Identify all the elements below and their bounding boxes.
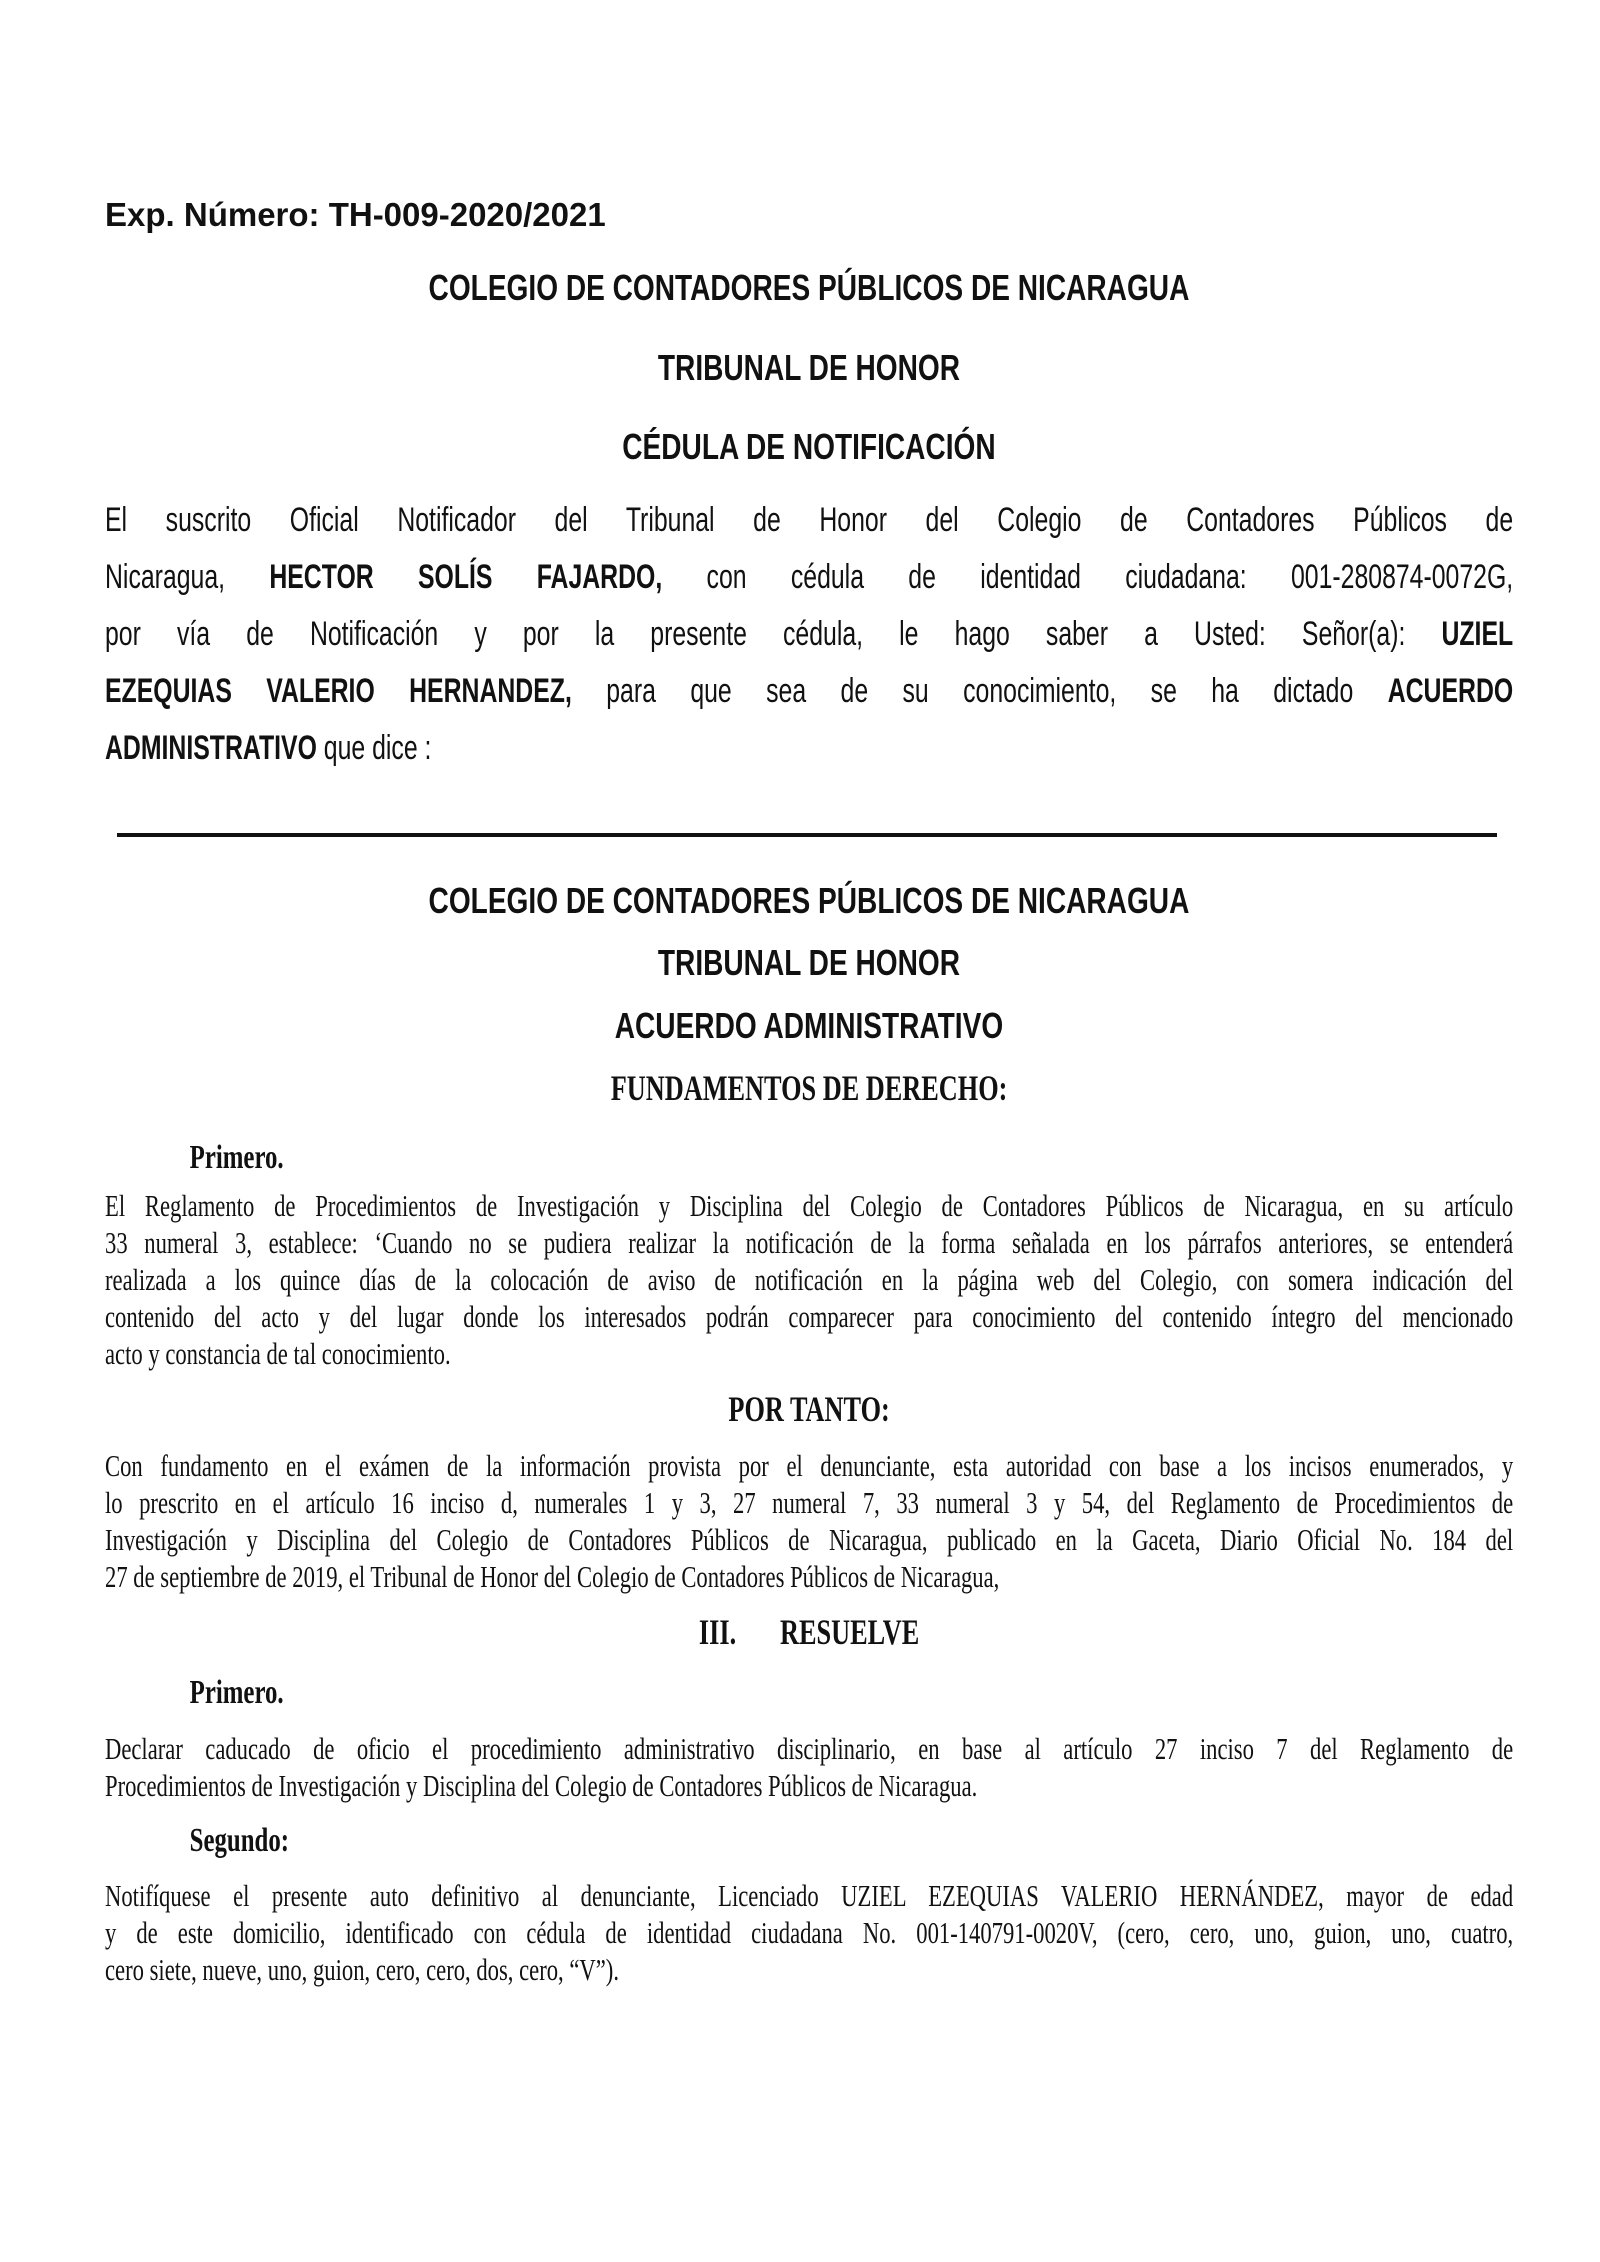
- intro-paragraph: [105, 492, 1513, 777]
- paragraph-line: realizada a los quince días de la colocación de aviso de notificación en la página web del Colegio, con somera indicación del: [105, 1262, 1514, 1297]
- paragraph-line: Con fundamento en el exámen de la información provista por el denunciante, esta autoridad con base a los incisos enumerados, y: [105, 1448, 1514, 1483]
- paragraph-line: y de este domicilio, identificado con cédula de identidad ciudadana No. 001-140791-0020V, (cero, cero, uno, guion, uno, cuatro,: [105, 1915, 1514, 1950]
- intro-text: por vía de Notificación y por la presente cédula, le hago saber a Usted: Señor(a):: [105, 615, 1442, 653]
- paragraph-line: lo prescrito en el artículo 16 inciso d, numerales 1 y 3, 27 numeral 7, 33 numeral 3 y 54, del Reglamento de Procedimientos de: [105, 1485, 1514, 1520]
- intro-text: con cédula de identidad ciudadana: 001-280874-0072G,: [706, 558, 1514, 596]
- resuelve-heading: [105, 1612, 1513, 1652]
- section-label-segundo: Segundo:: [189, 1822, 290, 1859]
- fundamentos-heading: FUNDAMENTOS DE DERECHO:: [610, 1068, 1008, 1108]
- intro-text: que dice :: [323, 729, 432, 767]
- intro-text: Nicaragua,: [105, 558, 270, 596]
- resuelve-word: RESUELVE: [779, 1612, 920, 1652]
- intro-line: [105, 720, 1513, 777]
- paragraph-line: Declarar caducado de oficio el procedimiento administrativo disciplinario, en base al artículo 27 inciso 7 del Reglamento de: [105, 1731, 1514, 1766]
- intro-line: [105, 549, 1513, 606]
- paragraph-line: 27 de septiembre de 2019, el Tribunal de Honor del Colegio de Contadores Públicos de Nicaragua,: [105, 1559, 1000, 1594]
- intro-text: El suscrito Oficial Notificador del Tribunal de Honor del Colegio de Contadores Públicos de: [105, 501, 1514, 539]
- por-tanto-paragraph: [105, 1447, 1513, 1595]
- org-name-heading: COLEGIO DE CONTADORES PÚBLICOS DE NICARAGUA: [428, 880, 1190, 921]
- notifier-name: HECTOR SOLÍS FAJARDO,: [269, 558, 707, 596]
- paragraph-line: contenido del acto y del lugar donde los interesados podrán comparecer para conocimiento del contenido íntegro del mencionado: [105, 1299, 1514, 1334]
- acuerdo-title: ACUERDO ADMINISTRATIVO: [614, 1005, 1004, 1046]
- intro-text: para que sea de su conocimiento, se ha dictado: [606, 672, 1388, 710]
- paragraph-line: Procedimientos de Investigación y Disciplina del Colegio de Contadores Públicos de Nicaragua.: [105, 1768, 978, 1803]
- paragraph-line: cero siete, nueve, uno, guion, cero, cero, dos, cero, “V”).: [105, 1952, 619, 1987]
- paragraph-line: El Reglamento de Procedimientos de Investigación y Disciplina del Colegio de Contadores Públicos de Nicaragua, en su artículo: [105, 1188, 1514, 1223]
- resolutivo-primero-paragraph: [105, 1730, 1513, 1804]
- acuerdo-ref: ADMINISTRATIVO: [105, 729, 324, 767]
- section-label-primero-resolutivo: Primero.: [189, 1674, 284, 1711]
- addressee-name: EZEQUIAS VALERIO HERNANDEZ,: [105, 672, 607, 710]
- acuerdo-ref: ACUERDO: [1387, 672, 1514, 710]
- tribunal-heading: TRIBUNAL DE HONOR: [657, 347, 961, 388]
- intro-line: [105, 606, 1513, 663]
- paragraph-line: Notifíquese el presente auto definitivo al denunciante, Licenciado UZIEL EZEQUIAS VALERIO HERNÁNDEZ, mayor de edad: [105, 1878, 1514, 1913]
- org-name-heading: COLEGIO DE CONTADORES PÚBLICOS DE NICARAGUA: [428, 267, 1190, 308]
- addressee-name: UZIEL: [1441, 615, 1514, 653]
- resolutivo-segundo-paragraph: [105, 1877, 1513, 1988]
- cedula-title: CÉDULA DE NOTIFICACIÓN: [622, 426, 996, 467]
- fundamentos-paragraph: [105, 1187, 1513, 1372]
- tribunal-heading: TRIBUNAL DE HONOR: [657, 942, 961, 983]
- resuelve-numeral: III.: [698, 1612, 737, 1652]
- intro-line: [105, 492, 1513, 549]
- por-tanto-heading: POR TANTO:: [728, 1389, 890, 1429]
- exp-number: Exp. Número: TH-009-2020/2021: [105, 196, 606, 233]
- separator-rule: [117, 833, 1497, 837]
- section-label-primero: Primero.: [189, 1139, 284, 1176]
- paragraph-line: Investigación y Disciplina del Colegio de Contadores Públicos de Nicaragua, publicado en la Gaceta, Diario Oficial No. 184 del: [105, 1522, 1514, 1557]
- paragraph-line: 33 numeral 3, establece: ‘Cuando no se pudiera realizar la notificación de la forma señalada en los párrafos anteriores, se entenderá: [105, 1225, 1514, 1260]
- intro-line: [105, 663, 1513, 720]
- paragraph-line: acto y constancia de tal conocimiento.: [105, 1336, 451, 1371]
